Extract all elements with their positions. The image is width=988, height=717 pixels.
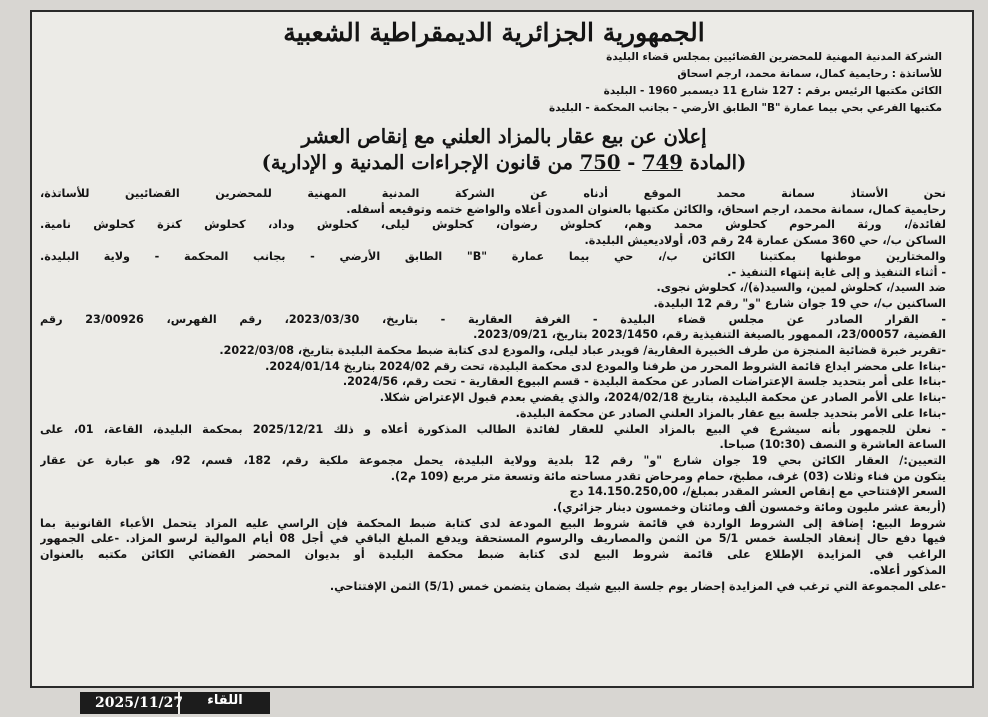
- body-line: -بناءا على الأمر بتحديد جلسة بيع عقار بالمزاد العلني الصادر عن محكمة البليدة.: [515, 406, 946, 420]
- body-line: المذكور أعلاه.: [869, 563, 946, 577]
- republic-title: الجمهورية الجزائرية الديمقراطية الشعبية: [283, 18, 705, 47]
- lawyers-line: للأساتذة : رحايمية كمال، سمانة محمد، ارجم اسحاق: [677, 68, 942, 80]
- body-line: التعيين:/ العقار الكائن بحي 19 جوان شارع "و" رقم 12 بلدية وولاية البليدة، يحمل مجموعة ملكية رقم، 182، قسم، 92، هو عبارة عن عقار: [40, 453, 946, 467]
- body-line: نحن الأستاذ سمانة محمد الموقع أدناه عن الشركة المدنية المهنية للمحضرين القضائيين للأساتذة،: [40, 187, 946, 200]
- body-line: القضية، 23/00057، الممهور بالصيغة التنفيذية رقم، 2023/1450 بتاريخ، 2023/09/21.: [473, 328, 946, 342]
- body-line: -بناءا على الأمر الصادر عن محكمة البليدة، بتاريخ 2024/02/18، والذي يقضي بعدم قبول الإعتراض شكلا.: [379, 391, 946, 405]
- body-line: الساكنين ب/، حي 19 جوان شارع "و" رقم 12 البليدة.: [653, 296, 946, 310]
- body-line: -على المجموعة التي ترغب في المزايدة إحضار يوم جلسة البيع شيك بضمان يتضمن خمس (5/1) الثمن الإفتتاحي.: [329, 579, 946, 593]
- body-line: شروط البيع: إضافة إلى الشروط الواردة في قائمة شروط البيع المودعة لدى كتابة ضبط المحكمة فإن الراسي عليه المزاد يتحمل الأعباء القانونية بما: [40, 516, 946, 530]
- article-750: 750: [579, 151, 621, 174]
- body-line: رحايمية كمال، سمانة محمد، ارجم اسحاق، والكائن مكتبها بالعنوان المدون أعلاه والواضع ختمه وتوقيعه أسفله.: [346, 202, 946, 216]
- body-line: - أثناء التنفيذ و إلى غاية إنتهاء التنفيذ -.: [727, 265, 946, 279]
- body-line: -بناءا على أمر بتحديد جلسة الإعتراضات الصادر عن محكمة البليدة - قسم البيوع العقارية - تحت رقم، 2024/56.: [342, 375, 946, 389]
- body-line: ضد السيد/، كحلوش لمين، والسيد(ة)/، كحلوش نجوى.: [656, 281, 946, 295]
- article-749: 749: [642, 151, 683, 174]
- body-line: يتكون من فناء وثلاث (03) غرف، مطبخ، حمام ومرحاض تقدر مساحته مائة وتسعة متر مربع (109 م2).: [390, 469, 946, 483]
- body-line: (أربعة عشر مليون ومائة وخمسون ألف ومائتان وخمسون دينار جزائري).: [552, 501, 946, 515]
- body-line: الراغب في المزايدة الإطلاع على قائمة شروط البيع لدى كتابة ضبط محكمة البليدة أو بديوان المحضر القضائي الكائن مكتبه بالعنوان: [40, 548, 946, 562]
- body-line: لفائدة/، ورثة المرحوم كحلوش محمد وهم، كحلوش رضوان، كحلوش ليلى، كحلوش وداد، كحلوش كنزة كحلوش نامية.: [40, 218, 946, 232]
- body-line: والمختارين موطنها بمكتبنا الكائن ب/، حي بيما عمارة "B" الطابق الأرضي - بجانب المحكمة - ولاية البليدة.: [40, 249, 946, 263]
- announcement-body: [40, 186, 946, 594]
- body-line: الساعة العاشرة و النصف (10:30) صباحا.: [719, 438, 946, 452]
- body-line: الساكن ب/، حي 360 مسكن عمارة 24 رقم 03، أولاديعيش البليدة.: [584, 234, 946, 248]
- company-name: الشركة المدنية المهنية للمحضرين القضائيين بمجلس قضاء البليدة: [606, 51, 942, 63]
- body-line: السعر الإفتتاحي مع إنقاص العشر المقدر بمبلغ/، 14.150.250,00 دج: [569, 485, 946, 499]
- subtitle-suffix: من قانون الإجراءات المدنية و الإدارية): [261, 151, 573, 174]
- branch-office-address: مكتبها الفرعي بحي بيما عمارة "B" الطابق الأرضي - بجانب المحكمة - البليدة: [549, 102, 942, 114]
- newspaper-name: اللقاء: [207, 693, 243, 708]
- announcement-subtitle: [60, 150, 948, 176]
- body-line: فيها دفع حال إنعقاد الجلسة خمس 5/1 من الثمن والمصاريف والرسوم المستحقة ويدفع المبلغ الباقي في أجل 08 أيام الموالية لرسو المزاد. -على الجمهور: [40, 532, 946, 546]
- subtitle-prefix: (المادة: [689, 151, 747, 174]
- body-line: - نعلن للجمهور بأنه سيشرع في البيع بالمزاد العلني للعقار لفائدة الطالب المذكورة أعلاه و ذلك 2025/12/21 بمحكمة البليدة، القاعة، 01، على: [40, 422, 946, 436]
- body-line: - القرار الصادر عن مجلس قضاء البليدة - الغرفة العقارية - بتاريخ، 2023/03/30، رقم الفهرس، 23/00926 رقم: [40, 312, 946, 326]
- article-separator: -: [627, 151, 636, 174]
- body-line: -بناءا على محضر ايداع قائمة الشروط المحرر من طرفنا والمودع لدى محكمة البليدة، تحت رقم 2024/02 بتاريخ 2024/01/14.: [265, 359, 946, 373]
- body-line: -تقرير خبرة قضائية المنجزة من طرف الخبيرة العقارية/ قويدر عباد ليلى، والمودع لدى كتابة ضبط محكمة البليدة بتاريخ، 2022/03/08.: [219, 344, 946, 358]
- publication-date: 2025/11/27: [95, 695, 184, 711]
- main-office-address: الكائن مكتبها الرئيس برقم : 127 شارع 11 ديسمبر 1960 - البليدة: [603, 85, 942, 97]
- announcement-title: إعلان عن بيع عقار بالمزاد العلني مع إنقاص العشر: [301, 125, 707, 148]
